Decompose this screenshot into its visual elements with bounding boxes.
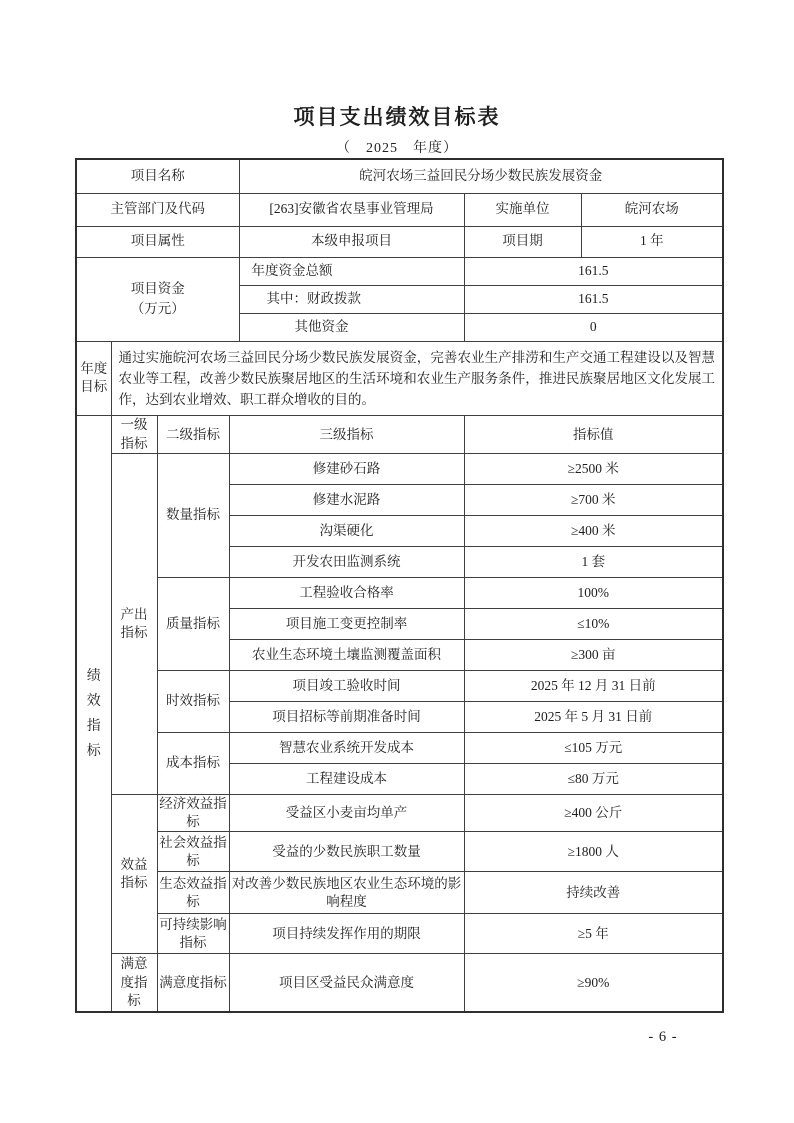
indicator-value: ≥5 年 — [464, 914, 723, 954]
indicator-value: 1 套 — [464, 546, 723, 577]
table-row — [76, 832, 723, 872]
level2-quantity: 数量指标 — [157, 453, 229, 577]
indicator-value: ≤105 万元 — [464, 732, 723, 763]
indicator-value: ≥700 米 — [464, 484, 723, 515]
indicator-value: ≥300 亩 — [464, 639, 723, 670]
table-row — [76, 872, 723, 914]
header-level2: 二级指标 — [157, 416, 229, 453]
indicator-value: 2025 年 12 月 31 日前 — [464, 670, 723, 701]
implement-unit-label: 实施单位 — [464, 193, 581, 226]
header-value: 指标值 — [464, 416, 723, 453]
table-row — [76, 670, 723, 701]
indicator-value: ≤10% — [464, 608, 723, 639]
project-attribute-label: 项目属性 — [76, 226, 239, 257]
level2-satisfaction: 满意度指标 — [157, 954, 229, 1012]
indicator-value: ≥2500 米 — [464, 453, 723, 484]
level2-sustainable: 可持续影响指标 — [157, 914, 229, 954]
indicator-name: 项目区受益民众满意度 — [229, 954, 464, 1012]
document-title: 项目支出绩效目标表 — [293, 106, 501, 129]
table-row — [76, 341, 723, 416]
level1-satisfaction: 满意度指标 — [111, 954, 157, 1012]
indicator-value: ≥90% — [464, 954, 723, 1012]
indicator-value: 持续改善 — [464, 872, 723, 914]
level2-cost: 成本指标 — [157, 732, 229, 794]
level2-timeliness: 时效指标 — [157, 670, 229, 732]
funds-other-value: 0 — [464, 313, 723, 341]
indicator-value: ≤80 万元 — [464, 763, 723, 794]
table-row — [76, 577, 723, 608]
level2-ecological: 生态效益指标 — [157, 872, 229, 914]
indicator-name: 修建砂石路 — [229, 453, 464, 484]
indicator-name: 对改善少数民族地区农业生态环境的影响程度 — [229, 872, 464, 914]
annual-goal-label: 年度目标 — [76, 341, 111, 416]
level2-quality: 质量指标 — [157, 577, 229, 670]
table-row — [76, 257, 723, 285]
level1-output: 产出指标 — [111, 453, 157, 794]
project-attribute-value: 本级申报项目 — [239, 226, 464, 257]
project-name-label: 项目名称 — [76, 159, 239, 193]
project-funds-label — [76, 257, 239, 341]
page-number: - 6 - — [648, 1029, 678, 1045]
indicator-value: ≥1800 人 — [464, 832, 723, 872]
project-name-value: 皖河农场三益回民分场少数民族发展资金 — [239, 159, 723, 193]
table-row — [76, 453, 723, 484]
indicator-name: 受益的少数民族职工数量 — [229, 832, 464, 872]
project-funds-label-line2: （万元） — [130, 301, 185, 316]
indicator-name: 受益区小麦亩均单产 — [229, 794, 464, 831]
funds-other-label: 其他资金 — [239, 313, 464, 341]
year-line: （ 2025 年度） — [336, 141, 458, 156]
indicator-name: 沟渠硬化 — [229, 515, 464, 546]
table-row — [76, 954, 723, 1012]
project-period-label: 项目期 — [464, 226, 581, 257]
table-row — [76, 732, 723, 763]
table-row — [76, 416, 723, 453]
table-row — [76, 193, 723, 226]
indicator-name: 农业生态环境土壤监测覆盖面积 — [229, 639, 464, 670]
indicator-name: 项目施工变更控制率 — [229, 608, 464, 639]
level2-economic: 经济效益指标 — [157, 794, 229, 831]
indicator-value: ≥400 米 — [464, 515, 723, 546]
level2-social: 社会效益指标 — [157, 832, 229, 872]
project-period-value: 1 年 — [581, 226, 723, 257]
level1-benefit: 效益指标 — [111, 794, 157, 953]
header-level3: 三级指标 — [229, 416, 464, 453]
performance-side-label-text: 绩效指标 — [86, 668, 101, 759]
funds-fiscal-label: 其中：财政拨款 — [239, 285, 464, 313]
project-funds-label-line1: 项目资金 — [130, 280, 185, 296]
indicator-name: 项目招标等前期准备时间 — [229, 701, 464, 732]
indicator-name: 开发农田监测系统 — [229, 546, 464, 577]
header-level1: 一级指标 — [111, 416, 157, 453]
indicator-name: 项目竣工验收时间 — [229, 670, 464, 701]
table-row — [76, 226, 723, 257]
department-label: 主管部门及代码 — [76, 193, 239, 226]
funds-total-label: 年度资金总额 — [239, 257, 464, 285]
indicator-name: 工程验收合格率 — [229, 577, 464, 608]
funds-fiscal-value: 161.5 — [464, 285, 723, 313]
table-row — [76, 794, 723, 831]
annual-goal-text: 通过实施皖河农场三益回民分场少数民族发展资金，完善农业生产排涝和生产交通工程建设以及智慧农业等工程，改善少数民族聚居地区的生活环境和农业生产服务条件，推进民族聚居地区文化发展工作，达到农业增效、职工群众增收的目的。 — [111, 341, 723, 416]
performance-side-label — [76, 416, 111, 1012]
performance-target-table — [75, 158, 724, 1013]
indicator-value: 2025 年 5 月 31 日前 — [464, 701, 723, 732]
indicator-name: 工程建设成本 — [229, 763, 464, 794]
indicator-name: 项目持续发挥作用的期限 — [229, 914, 464, 954]
department-value: [263]安徽省农垦事业管理局 — [239, 193, 464, 226]
funds-total-value: 161.5 — [464, 257, 723, 285]
indicator-name: 智慧农业系统开发成本 — [229, 732, 464, 763]
implement-unit-value: 皖河农场 — [581, 193, 723, 226]
table-row — [76, 159, 723, 193]
table-row — [76, 914, 723, 954]
indicator-name: 修建水泥路 — [229, 484, 464, 515]
indicator-value: 100% — [464, 577, 723, 608]
indicator-value: ≥400 公斤 — [464, 794, 723, 831]
